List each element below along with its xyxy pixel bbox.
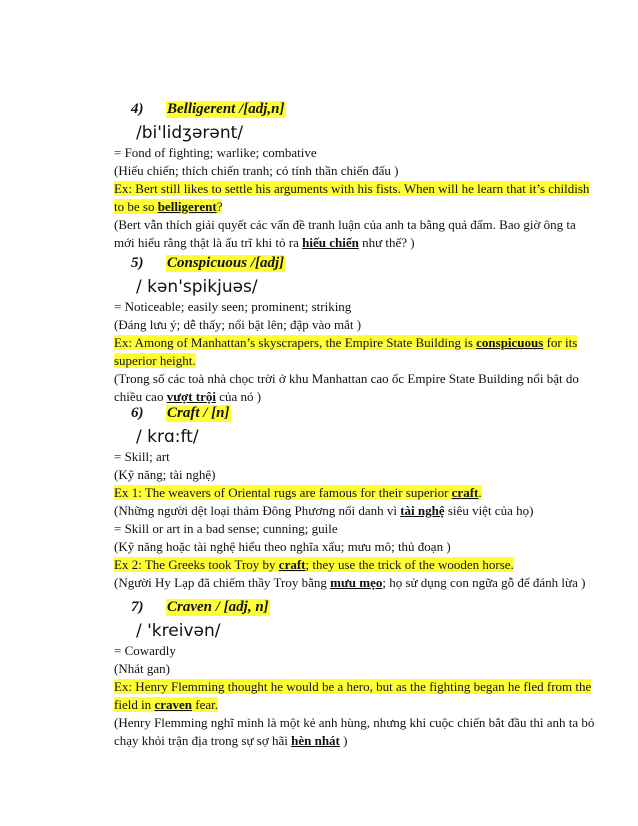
entry-pronunciation: /bi'lidʒərənt/ <box>136 123 244 143</box>
entry-example-2 <box>114 556 596 574</box>
entry-example <box>114 678 596 714</box>
entry-definition-vi: (Đáng lưu ý; dễ thấy; nổi bật lên; đập vào mắt ) <box>114 317 362 332</box>
entry-translation <box>114 714 596 750</box>
example-keyword: conspicuous <box>476 335 544 350</box>
entry-definition: = Fond of fighting; warlike; combative <box>114 145 317 160</box>
entry-example <box>114 180 596 216</box>
example-keyword: craven <box>154 697 192 712</box>
entry-pronunciation: / krɑ:ft/ <box>136 427 199 447</box>
translation-keyword: mưu mẹo <box>330 575 383 590</box>
translation-text-end: của nó ) <box>216 389 262 404</box>
entry-number: 6) <box>131 405 144 421</box>
translation-text-end: ; họ sử dụng con ngữa gỗ để đánh lừa ) <box>382 575 586 590</box>
entry-example <box>114 334 596 370</box>
translation-text: (Những người dệt loại thảm Đông Phương nổi danh vì <box>114 503 401 518</box>
example-keyword: craft <box>278 557 306 572</box>
translation-text: (Trong số các toà nhà chọc trời ở khu Manhattan cao ốc Empire State Building nổi bật do chiều cao <box>114 371 579 404</box>
entry-number: 4) <box>131 101 144 117</box>
entry-heading <box>114 404 596 426</box>
translation-text-end: như thế? ) <box>358 235 415 250</box>
entry-word: Belligerent /[adj,n] <box>167 101 285 117</box>
entry-definition-vi: (Hiếu chiến; thích chiến tranh; có tính thần chiến đấu ) <box>114 163 399 178</box>
entry-number: 7) <box>131 599 144 615</box>
example-text-end: for its superior height. <box>114 335 578 368</box>
entry-definition: = Noticeable; easily seen; prominent; striking <box>114 299 352 314</box>
example-text: Ex 2: The Greeks took Troy by <box>114 557 279 572</box>
entry-word: Conspicuous /[adj] <box>167 255 285 271</box>
translation-text-end: siêu việt của họ) <box>444 503 534 518</box>
translation-text: (Henry Flemming nghĩ mình là một kẻ anh hùng, nhưng khi cuộc chiến bắt đầu thì anh ta bỏ chạy khỏi trận địa trong sự sợ hãi <box>114 715 595 748</box>
entry-definition-2: = Skill or art in a bad sense; cunning; guile <box>114 521 338 536</box>
translation-keyword: vượt trội <box>166 389 216 404</box>
entry-definition-vi: (Nhát gan) <box>114 661 170 676</box>
entry-translation-2 <box>114 574 596 592</box>
example-text-end: ; they use the trick of the wooden horse. <box>305 557 514 572</box>
example-text: Ex: Henry Flemming thought he would be a hero, but as the fighting began he fled from the field in <box>114 679 592 712</box>
entry-heading <box>114 598 596 620</box>
vocab-entry-craven <box>114 598 596 750</box>
example-text: Ex: Among of Manhattan’s skyscrapers, the Empire State Building is <box>114 335 477 350</box>
entry-definition-vi: (Kỹ năng; tài nghệ) <box>114 467 216 482</box>
entry-example <box>114 484 596 502</box>
entry-definition: = Skill; art <box>114 449 170 464</box>
translation-keyword: hèn nhát <box>291 733 340 748</box>
entry-translation <box>114 216 596 252</box>
entry-translation <box>114 370 596 406</box>
entry-number: 5) <box>131 255 144 271</box>
entry-translation <box>114 502 596 520</box>
translation-keyword: hiếu chiến <box>302 235 359 250</box>
vocab-entry-belligerent <box>114 100 596 252</box>
example-keyword: craft <box>451 485 479 500</box>
example-text-end: fear. <box>191 697 218 712</box>
translation-keyword: tài nghệ <box>400 503 445 518</box>
entry-word: Craven / [adj, n] <box>167 599 269 615</box>
translation-text: (Người Hy Lạp đã chiếm thầy Troy bằng <box>114 575 331 590</box>
translation-text-end: ) <box>339 733 348 748</box>
entry-heading <box>114 254 596 276</box>
entry-definition-2-vi: (Kỹ năng hoặc tài nghệ hiểu theo nghĩa xấu; mưu mô; thủ đoạn ) <box>114 539 451 554</box>
entry-definition: = Cowardly <box>114 643 176 658</box>
example-text-end: . <box>478 485 482 500</box>
example-text: Ex 1: The weavers of Oriental rugs are famous for their superior <box>114 485 452 500</box>
entry-pronunciation: / kən'spikjuəs/ <box>136 277 258 297</box>
entry-heading <box>114 100 596 122</box>
example-text-end: ? <box>216 199 223 214</box>
entry-pronunciation: / 'kreivən/ <box>136 621 221 641</box>
vocab-entry-conspicuous <box>114 254 596 406</box>
example-text: Ex: Bert still likes to settle his arguments with his fists. When will he learn that it’s childish to be so <box>114 181 590 214</box>
entry-word: Craft / [n] <box>167 405 230 421</box>
vocab-entry-craft <box>114 404 596 592</box>
example-keyword: belligerent <box>157 199 217 214</box>
translation-text: (Bert vẫn thích giải quyết các vấn đề tranh luận của anh ta bằng quả đấm. Bao giờ ông ta mới hiểu rằng thật là ấu trĩ khi tỏ ra <box>114 217 576 250</box>
